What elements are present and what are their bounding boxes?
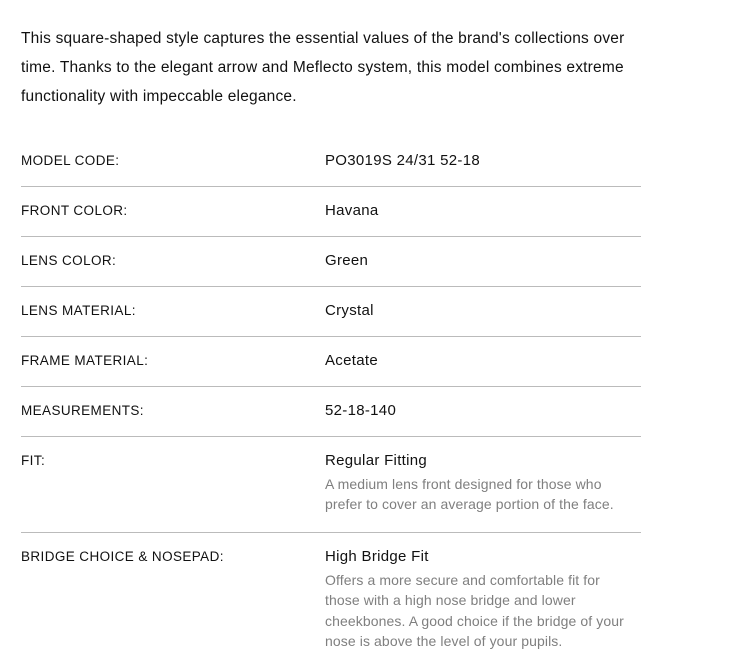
spec-label: LENS MATERIAL: [21, 302, 136, 318]
spec-label: FIT: [21, 452, 46, 468]
spec-row-model-code [21, 137, 641, 187]
spec-label: MEASUREMENTS: [21, 402, 144, 418]
spec-label: FRONT COLOR: [21, 202, 128, 218]
spec-row-frame-material [21, 337, 641, 387]
spec-row-bridge-nosepad [21, 533, 641, 669]
spec-label: BRIDGE CHOICE & NOSEPAD: [21, 548, 224, 564]
spec-value: Crystal [325, 301, 374, 319]
product-description: This square-shaped style captures the essential values of the brand's collections over time. Thanks to the elegant arrow and Meflecto system, this model combines extreme functionality with impeccable elegance. [21, 29, 625, 105]
spec-label: MODEL CODE: [21, 152, 120, 168]
spec-value-description: Offers a more secure and comfortable fit for those with a high nose bridge and lower cheekbones. A good choice if the bridge of your nose is above the level of your pupils. [325, 571, 624, 649]
spec-row-fit [21, 437, 641, 533]
spec-value: Regular Fitting [325, 451, 428, 469]
spec-row-front-color [21, 187, 641, 237]
spec-label: FRAME MATERIAL: [21, 352, 149, 368]
spec-row-measurements [21, 387, 641, 437]
spec-label: LENS COLOR: [21, 252, 117, 268]
spec-row-lens-material [21, 287, 641, 337]
spec-row-lens-color [21, 237, 641, 287]
spec-table [21, 137, 641, 669]
spec-value: PO3019S 24/31 52-18 [325, 151, 480, 169]
spec-value: Havana [325, 201, 379, 219]
spec-value-description: A medium lens front designed for those who prefer to cover an average portion of the face. [325, 475, 614, 512]
spec-value: High Bridge Fit [325, 547, 429, 565]
spec-value: Acetate [325, 351, 378, 369]
spec-value: 52-18-140 [325, 401, 397, 419]
spec-value: Green [325, 251, 369, 269]
